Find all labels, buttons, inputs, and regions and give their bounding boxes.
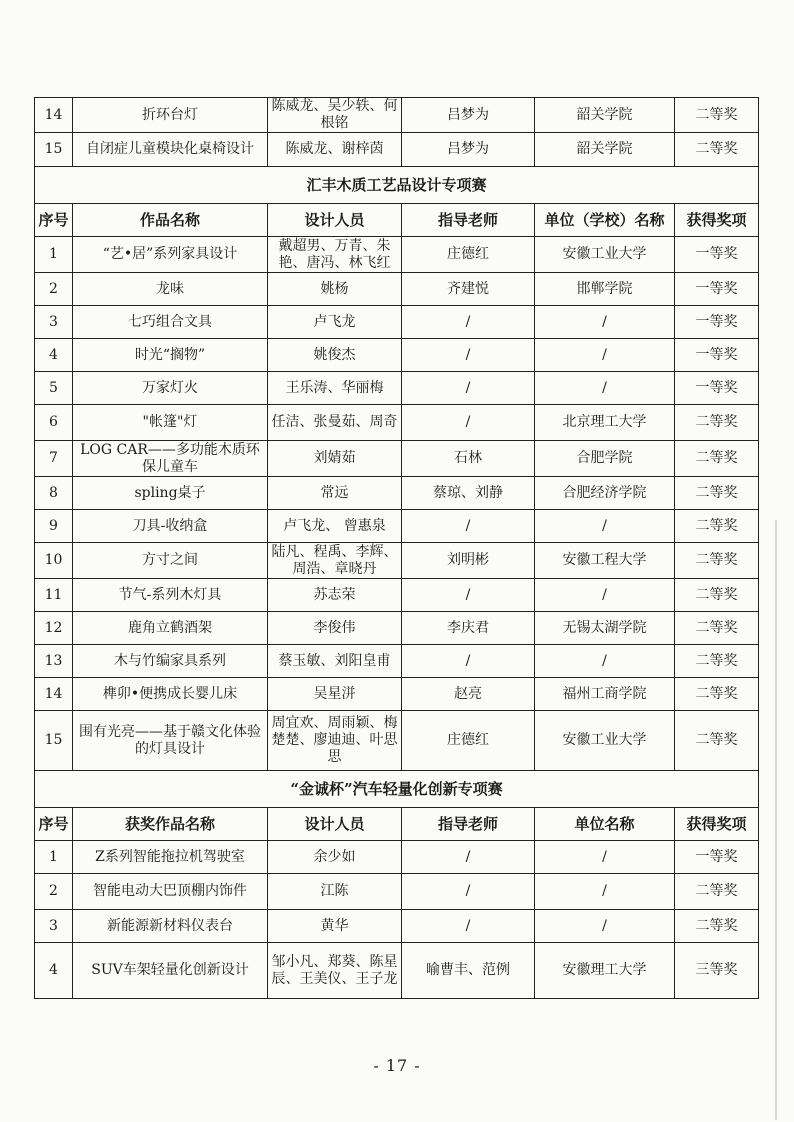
cell-unit: / <box>535 372 675 405</box>
cell-award: 二等奖 <box>675 133 759 167</box>
section-title: 汇丰木质工艺品设计专项赛 <box>35 167 759 204</box>
cell-no: 3 <box>35 910 73 943</box>
cell-unit: / <box>535 841 675 874</box>
cell-award: 二等奖 <box>675 645 759 678</box>
cell-name: Z系列智能拖拉机驾驶室 <box>73 841 268 874</box>
cell-advisor: / <box>402 510 535 543</box>
cell-name: 龙味 <box>73 273 268 306</box>
cell-unit: 安徽理工大学 <box>535 943 675 999</box>
cell-no: 4 <box>35 339 73 372</box>
cell-award: 二等奖 <box>675 579 759 612</box>
cell-designers: 设计人员 <box>268 204 402 237</box>
cell-unit: 合肥学院 <box>535 441 675 477</box>
cell-name: LOG CAR——多功能木质环保儿童车 <box>73 441 268 477</box>
cell-advisor: 指导老师 <box>402 204 535 237</box>
cell-unit: 安徽工业大学 <box>535 711 675 771</box>
cell-designers: 黄华 <box>268 910 402 943</box>
cell-name: "帐篷"灯 <box>73 405 268 441</box>
cell-name: spling桌子 <box>73 477 268 510</box>
cell-advisor: 李庆君 <box>402 612 535 645</box>
cell-designers: 邹小凡、郑葵、陈星辰、王美仪、王子龙 <box>268 943 402 999</box>
cell-advisor: / <box>402 874 535 910</box>
cell-award: 一等奖 <box>675 306 759 339</box>
cell-advisor: 指导老师 <box>402 808 535 841</box>
table-row <box>35 543 759 579</box>
cell-designers: 姚杨 <box>268 273 402 306</box>
cell-no: 3 <box>35 306 73 339</box>
cell-award: 二等奖 <box>675 405 759 441</box>
cell-unit: / <box>535 306 675 339</box>
cell-unit: / <box>535 579 675 612</box>
cell-designers: 姚俊杰 <box>268 339 402 372</box>
cell-designers: 戴超男、万青、朱艳、唐冯、林飞红 <box>268 237 402 273</box>
cell-no: 8 <box>35 477 73 510</box>
table-row <box>35 98 759 133</box>
cell-advisor: / <box>402 339 535 372</box>
cell-award: 二等奖 <box>675 874 759 910</box>
cell-award: 一等奖 <box>675 273 759 306</box>
cell-advisor: 赵亮 <box>402 678 535 711</box>
cell-designers: 常远 <box>268 477 402 510</box>
cell-advisor: 庄德红 <box>402 237 535 273</box>
cell-no: 9 <box>35 510 73 543</box>
cell-name: 自闭症儿童模块化桌椅设计 <box>73 133 268 167</box>
cell-designers: 余少如 <box>268 841 402 874</box>
cell-designers: 任洁、张曼茹、周奇 <box>268 405 402 441</box>
cell-advisor: 喻曹丰、范例 <box>402 943 535 999</box>
cell-advisor: / <box>402 579 535 612</box>
table-row <box>35 711 759 771</box>
cell-name: 榫卯•便携成长婴儿床 <box>73 678 268 711</box>
cell-name: “艺•居”系列家具设计 <box>73 237 268 273</box>
cell-advisor: / <box>402 306 535 339</box>
table-row <box>35 339 759 372</box>
cell-no: 14 <box>35 98 73 133</box>
table-row <box>35 237 759 273</box>
cell-designers: 卢飞龙 <box>268 306 402 339</box>
cell-unit: / <box>535 910 675 943</box>
cell-name: 智能电动大巴顶棚内饰件 <box>73 874 268 910</box>
cell-award: 二等奖 <box>675 98 759 133</box>
cell-name: 万家灯火 <box>73 372 268 405</box>
cell-unit: 北京理工大学 <box>535 405 675 441</box>
cell-unit: 合肥经济学院 <box>535 477 675 510</box>
cell-unit: 邯郸学院 <box>535 273 675 306</box>
cell-unit: 福州工商学院 <box>535 678 675 711</box>
awards-table <box>34 97 759 999</box>
cell-name: 木与竹编家具系列 <box>73 645 268 678</box>
cell-award: 获得奖项 <box>675 808 759 841</box>
cell-advisor: 吕梦为 <box>402 133 535 167</box>
cell-designers: 蔡玉敏、刘阳皇甫 <box>268 645 402 678</box>
cell-award: 三等奖 <box>675 943 759 999</box>
cell-no: 13 <box>35 645 73 678</box>
cell-advisor: 吕梦为 <box>402 98 535 133</box>
cell-designers: 苏志荣 <box>268 579 402 612</box>
cell-name: 七巧组合文具 <box>73 306 268 339</box>
cell-no: 2 <box>35 874 73 910</box>
section-title-row <box>35 771 759 808</box>
table-row <box>35 441 759 477</box>
table-row <box>35 910 759 943</box>
cell-name: 获奖作品名称 <box>73 808 268 841</box>
cell-no: 5 <box>35 372 73 405</box>
cell-unit: 单位（学校）名称 <box>535 204 675 237</box>
table-row <box>35 477 759 510</box>
cell-unit: 韶关学院 <box>535 98 675 133</box>
cell-no: 7 <box>35 441 73 477</box>
cell-award: 获得奖项 <box>675 204 759 237</box>
cell-unit: 韶关学院 <box>535 133 675 167</box>
table-row <box>35 841 759 874</box>
cell-no: 10 <box>35 543 73 579</box>
cell-designers: 陈威龙、谢梓茵 <box>268 133 402 167</box>
cell-advisor: 庄德红 <box>402 711 535 771</box>
cell-designers: 吴星洴 <box>268 678 402 711</box>
cell-designers: 刘婧茹 <box>268 441 402 477</box>
table-row <box>35 943 759 999</box>
cell-award: 一等奖 <box>675 339 759 372</box>
cell-name: 折环台灯 <box>73 98 268 133</box>
cell-award: 二等奖 <box>675 477 759 510</box>
table-row <box>35 874 759 910</box>
cell-designers: 陆凡、程禹、李辉、周浩、章晓丹 <box>268 543 402 579</box>
cell-award: 二等奖 <box>675 612 759 645</box>
cell-advisor: / <box>402 372 535 405</box>
table-row <box>35 405 759 441</box>
cell-unit: 安徽工业大学 <box>535 237 675 273</box>
cell-unit: / <box>535 510 675 543</box>
cell-unit: 无锡太湖学院 <box>535 612 675 645</box>
cell-no: 15 <box>35 133 73 167</box>
cell-name: 时光“搁物” <box>73 339 268 372</box>
cell-name: 方寸之间 <box>73 543 268 579</box>
cell-no: 11 <box>35 579 73 612</box>
cell-award: 一等奖 <box>675 841 759 874</box>
cell-no: 4 <box>35 943 73 999</box>
cell-award: 二等奖 <box>675 441 759 477</box>
cell-advisor: 石林 <box>402 441 535 477</box>
header-row <box>35 204 759 237</box>
table-row <box>35 579 759 612</box>
cell-no: 14 <box>35 678 73 711</box>
cell-no: 1 <box>35 237 73 273</box>
cell-name: 围有光亮——基于赣文化体验的灯具设计 <box>73 711 268 771</box>
cell-designers: 陈威龙、吴少轶、何根铭 <box>268 98 402 133</box>
cell-unit: / <box>535 645 675 678</box>
cell-no: 1 <box>35 841 73 874</box>
section-title-row <box>35 167 759 204</box>
cell-no: 6 <box>35 405 73 441</box>
cell-no: 2 <box>35 273 73 306</box>
cell-award: 二等奖 <box>675 910 759 943</box>
table-row <box>35 372 759 405</box>
cell-designers: 江陈 <box>268 874 402 910</box>
cell-advisor: / <box>402 910 535 943</box>
cell-advisor: / <box>402 405 535 441</box>
cell-name: 鹿角立鹤酒架 <box>73 612 268 645</box>
cell-designers: 卢飞龙、 曾惠泉 <box>268 510 402 543</box>
cell-name: SUV车架轻量化创新设计 <box>73 943 268 999</box>
cell-name: 节气-系列木灯具 <box>73 579 268 612</box>
cell-no: 序号 <box>35 808 73 841</box>
cell-name: 新能源新材料仪表台 <box>73 910 268 943</box>
cell-award: 二等奖 <box>675 678 759 711</box>
table-row <box>35 510 759 543</box>
cell-unit: 单位名称 <box>535 808 675 841</box>
header-row <box>35 808 759 841</box>
cell-advisor: / <box>402 645 535 678</box>
table-row <box>35 273 759 306</box>
cell-award: 一等奖 <box>675 237 759 273</box>
cell-no: 序号 <box>35 204 73 237</box>
table-row <box>35 133 759 167</box>
cell-advisor: / <box>402 841 535 874</box>
section-title: “金诚杯”汽车轻量化创新专项赛 <box>35 771 759 808</box>
table-row <box>35 678 759 711</box>
cell-designers: 王乐涛、华丽梅 <box>268 372 402 405</box>
cell-unit: / <box>535 874 675 910</box>
table-row <box>35 645 759 678</box>
cell-designers: 李俊伟 <box>268 612 402 645</box>
cell-advisor: 齐建悦 <box>402 273 535 306</box>
cell-designers: 设计人员 <box>268 808 402 841</box>
cell-designers: 周宜欢、周雨颖、梅楚楚、廖迪迪、叶思思 <box>268 711 402 771</box>
table-row <box>35 306 759 339</box>
cell-award: 一等奖 <box>675 372 759 405</box>
scan-edge-line <box>775 520 777 1120</box>
cell-award: 二等奖 <box>675 543 759 579</box>
cell-award: 二等奖 <box>675 510 759 543</box>
cell-no: 15 <box>35 711 73 771</box>
cell-award: 二等奖 <box>675 711 759 771</box>
cell-unit: 安徽工程大学 <box>535 543 675 579</box>
cell-advisor: 蔡琼、刘静 <box>402 477 535 510</box>
table-row <box>35 612 759 645</box>
cell-name: 刀具-收纳盒 <box>73 510 268 543</box>
cell-unit: / <box>535 339 675 372</box>
cell-advisor: 刘明彬 <box>402 543 535 579</box>
cell-name: 作品名称 <box>73 204 268 237</box>
cell-no: 12 <box>35 612 73 645</box>
page-number: - 17 - <box>373 1056 421 1075</box>
